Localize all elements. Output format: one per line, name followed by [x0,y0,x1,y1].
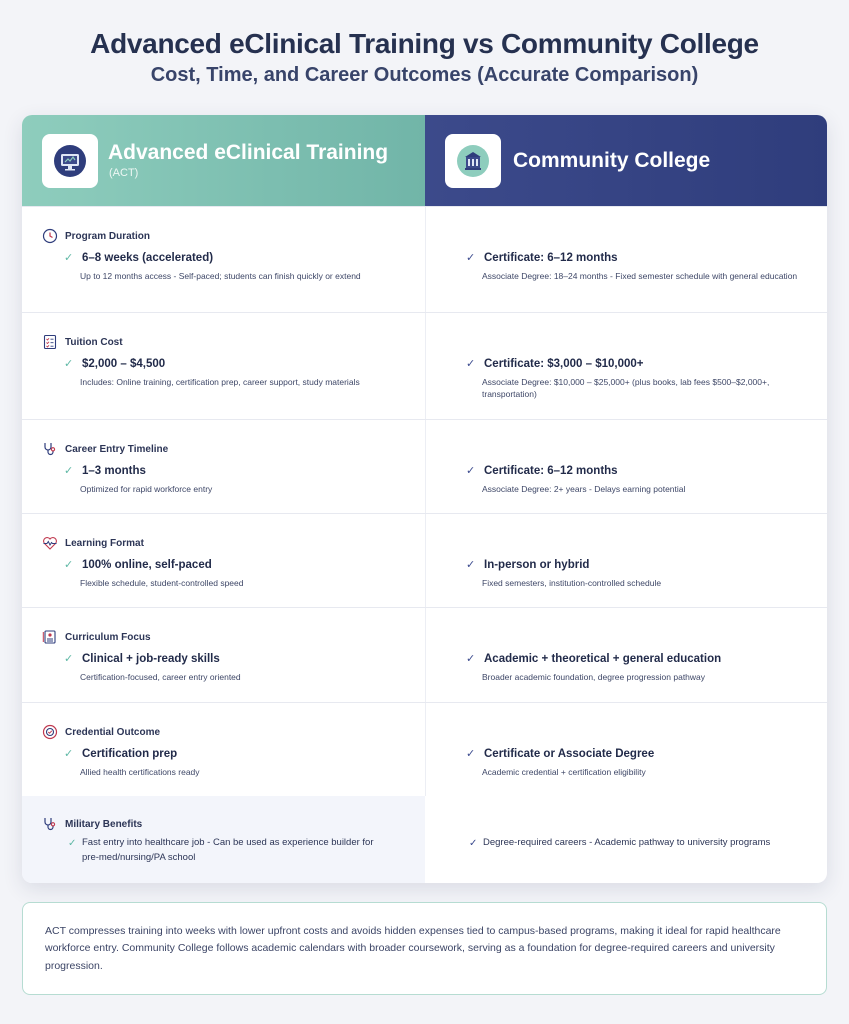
act-detail: Includes: Online training, certification prep, career support, study materials [80,377,360,387]
check-icon: ✓ [466,748,476,760]
row-label: Learning Format [65,537,144,549]
act-logo [42,134,98,188]
act-value: 1–3 months [82,464,146,477]
act-value: Certification prep [82,747,178,760]
college-value: In-person or hybrid [484,558,590,571]
college-detail: Associate Degree: $10,000 – $25,000+ (plus books, lab fees $500–$2,000+, transportation) [482,377,770,400]
stethoscope-icon [42,441,58,457]
summary-note [22,902,827,995]
row-tuition-cost [22,312,827,419]
row-label: Career Entry Timeline [65,443,169,455]
curriculum-icon [42,629,58,645]
act-value: 100% online, self-paced [82,558,212,571]
act-title: Advanced eClinical Training [108,141,389,164]
row-program-duration [22,206,827,312]
heartbeat-icon [42,535,58,551]
college-value: Academic + theoretical + general education [484,652,722,665]
header-act [22,115,425,206]
check-icon: ✓ [64,358,74,370]
college-logo [445,134,501,188]
check-icon: ✓ [466,465,476,477]
college-detail: Fixed semesters, institution-controlled schedule [482,578,662,588]
page-title: Advanced eClinical Training vs Community College [90,28,759,59]
act-value: $2,000 – $4,500 [82,357,166,370]
college-title: Community College [513,149,711,172]
college-value: Certificate: 6–12 months [484,464,618,477]
act-value: 6–8 weeks (accelerated) [82,251,214,264]
row-learning-format [22,513,827,607]
check-icon: ✓ [64,559,74,571]
act-detail: Flexible schedule, student-controlled speed [80,578,244,588]
act-detail: Allied health certifications ready [80,767,200,777]
check-icon: ✓ [466,252,476,264]
monitor-icon [53,144,87,178]
summary-text: ACT compresses training into weeks with lower upfront costs and avoids hidden expenses tied to campus-based programs, making it ideal for rapid healthcare workforce entry. Community College follows academic calendars with broader coursework, serving as a foundation for degree-required careers and university progression. [45,925,781,972]
page-subtitle: Cost, Time, and Career Outcomes (Accurate Comparison) [150,64,699,86]
check-icon: ✓ [64,252,74,264]
check-icon: ✓ [466,653,476,665]
row-label: Program Duration [65,230,151,242]
stethoscope-icon [42,816,58,832]
check-icon: ✓ [64,653,74,665]
check-icon: ✓ [466,358,476,370]
college-detail: Broader academic foundation, degree progression pathway [482,672,706,682]
row-label: Military Benefits [65,818,143,830]
college-value: Certificate: $3,000 – $10,000+ [484,357,644,370]
act-abbrev: (ACT) [109,167,139,179]
row-career-entry [22,419,827,513]
act-value: Clinical + job-ready skills [82,652,220,665]
clock-icon [42,228,58,244]
check-icon: ✓ [466,559,476,571]
check-icon: ✓ [68,838,77,849]
header-community-college [425,115,827,206]
college-value: Certificate or Associate Degree [484,747,655,760]
row-military-benefits [22,796,827,883]
badge-icon [42,724,58,740]
row-label: Credential Outcome [65,726,161,738]
act-detail: Optimized for rapid workforce entry [80,484,213,494]
row-curriculum-focus [22,607,827,702]
row-label: Curriculum Focus [65,631,151,643]
row-label: Tuition Cost [65,336,123,348]
check-icon: ✓ [64,465,74,477]
act-military-line2: pre-med/nursing/PA school [82,852,196,863]
college-value: Certificate: 6–12 months [484,251,618,264]
college-military: Degree-required careers - Academic pathway to university programs [483,837,771,848]
row-credential-outcome [22,702,827,796]
comparison-card [22,115,827,883]
college-detail: Associate Degree: 18–24 months - Fixed semester schedule with general education [482,271,798,281]
act-detail: Up to 12 months access - Self-paced; students can finish quickly or extend [80,271,361,281]
college-detail: Academic credential + certification eligibility [482,767,646,777]
checklist-icon [42,334,58,350]
act-detail: Certification-focused, career entry oriented [80,672,241,682]
check-icon: ✓ [469,838,478,849]
act-military-line1: Fast entry into healthcare job - Can be used as experience builder for [82,837,374,848]
college-detail: Associate Degree: 2+ years - Delays earning potential [482,484,686,494]
college-building-icon [456,144,490,178]
check-icon: ✓ [64,748,74,760]
